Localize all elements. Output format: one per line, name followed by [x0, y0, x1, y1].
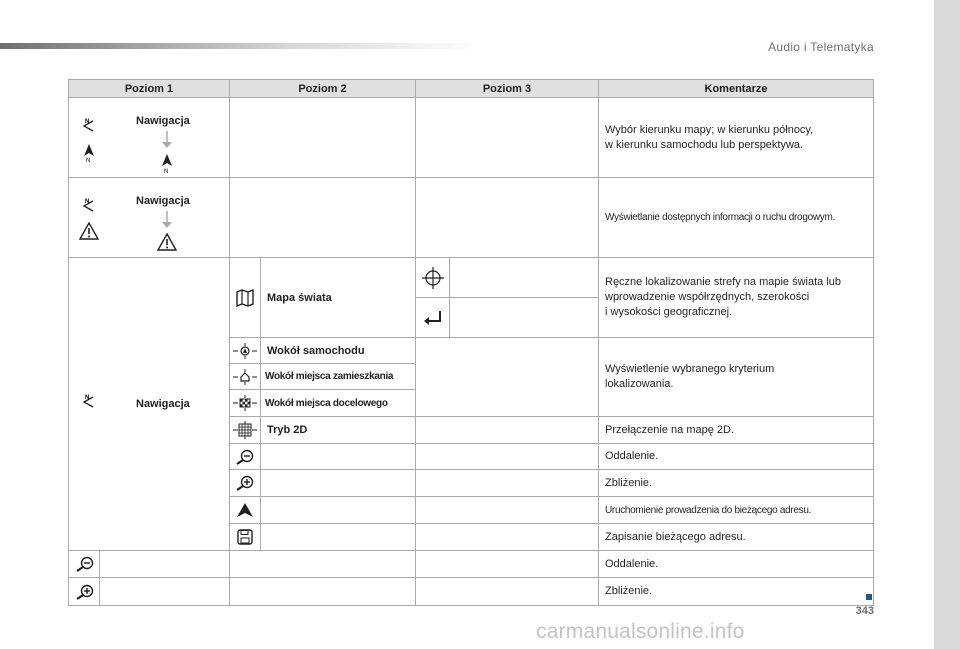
- around-comment: [598, 337, 874, 417]
- empty-cell: [415, 550, 599, 578]
- zoom-in-icon[interactable]: [75, 584, 95, 600]
- comment-text: w kierunku samochodu lub perspektywa.: [605, 138, 804, 151]
- world-map-icon-cell: [229, 257, 261, 338]
- svg-text:N: N: [164, 169, 169, 174]
- zoom-in-icon-cell: [229, 469, 261, 497]
- empty-cell: [449, 257, 599, 298]
- comment-text: i wysokości geograficznej.: [605, 306, 733, 318]
- mode-2d-comment: Przełączenie na mapę 2D.: [598, 416, 874, 444]
- column-header-comments: Komentarze: [598, 79, 874, 98]
- around-vehicle-label: Wokół samochodu: [260, 337, 416, 364]
- map-orientation-comment: [598, 97, 874, 178]
- map-menu-icon[interactable]: [79, 196, 99, 216]
- warning-icon: [79, 222, 99, 240]
- mode-2d-icon-cell: [229, 416, 261, 444]
- arrow-down-icon: [159, 131, 175, 149]
- svg-text:N: N: [86, 158, 91, 162]
- empty-cell: [415, 337, 599, 417]
- zoom-out-icon[interactable]: [75, 556, 95, 572]
- world-map-comment: [598, 257, 874, 338]
- around-home-icon-cell: [229, 363, 261, 390]
- empty-cell: [415, 177, 599, 258]
- enter-icon-cell: [415, 297, 450, 338]
- empty-cell: [415, 577, 599, 606]
- comment-text: lokalizowania.: [605, 378, 674, 390]
- warning-icon: [157, 233, 177, 251]
- empty-cell: [415, 443, 599, 470]
- empty-cell: [99, 550, 230, 578]
- zoom-in-icon[interactable]: [235, 475, 255, 491]
- empty-cell: [229, 577, 416, 606]
- outer-zoom-in-icon-cell: [68, 577, 100, 606]
- empty-cell: [260, 496, 416, 524]
- empty-cell: [415, 496, 599, 524]
- around-destination-icon[interactable]: [233, 395, 257, 411]
- outer-zoom-in-comment: Zbliżenie.: [598, 577, 874, 606]
- outer-zoom-out-icon-cell: [68, 550, 100, 578]
- empty-cell: [415, 97, 599, 178]
- navigation-group-level1-cell: [68, 257, 230, 551]
- empty-cell: [415, 416, 599, 444]
- arrow-down-icon: [159, 211, 175, 229]
- world-map-label: Mapa świata: [260, 257, 416, 338]
- page-marker: [866, 594, 872, 600]
- empty-cell: [415, 523, 599, 551]
- watermark: carmanualsonline.info: [536, 620, 745, 643]
- around-destination-label: Wokół miejsca docelowego: [260, 389, 416, 417]
- start-guidance-icon-cell: [229, 496, 261, 524]
- section-title: Audio i Telematyka: [768, 40, 874, 54]
- column-header-level2: Poziom 2: [229, 79, 416, 98]
- around-destination-icon-cell: [229, 389, 261, 417]
- empty-cell: [229, 550, 416, 578]
- outer-zoom-out-comment: Oddalenie.: [598, 550, 874, 578]
- save-address-icon-cell: [229, 523, 261, 551]
- traffic-level1-cell: [68, 177, 230, 258]
- top-decorative-bar: [0, 43, 480, 49]
- grid-2d-icon[interactable]: [233, 421, 257, 439]
- world-map-icon[interactable]: [235, 288, 255, 308]
- traffic-comment: Wyświetlanie dostępnych informacji o ruchu drogowym.: [598, 177, 874, 258]
- empty-cell: [449, 297, 599, 338]
- map-menu-icon[interactable]: [79, 116, 99, 136]
- svg-text:N: N: [85, 199, 90, 205]
- empty-cell: [260, 523, 416, 551]
- north-up-icon: [157, 152, 177, 174]
- save-icon[interactable]: [237, 529, 253, 545]
- column-header-level3: Poziom 3: [415, 79, 599, 98]
- around-vehicle-icon[interactable]: [233, 343, 257, 359]
- save-address-comment: Zapisanie bieżącego adresu.: [598, 523, 874, 551]
- around-vehicle-icon-cell: [229, 337, 261, 364]
- svg-text:N: N: [85, 395, 90, 401]
- comment-text: wprowadzenie współrzędnych, szerokości: [605, 291, 810, 303]
- comment-text: Wybór kierunku mapy; w kierunku północy,: [605, 123, 814, 136]
- navigation-label: Nawigacja: [136, 398, 190, 410]
- crosshair-icon-cell: [415, 257, 450, 298]
- empty-cell: [229, 177, 416, 258]
- svg-text:N: N: [85, 119, 90, 125]
- empty-cell: [415, 469, 599, 497]
- mode-2d-label: Tryb 2D: [260, 416, 416, 444]
- empty-cell: [260, 469, 416, 497]
- enter-icon[interactable]: [423, 310, 443, 326]
- column-header-level1: Poziom 1: [68, 79, 230, 98]
- crosshair-icon[interactable]: [422, 267, 444, 289]
- map-orientation-level1-cell: [68, 97, 230, 178]
- guidance-arrow-icon[interactable]: [236, 502, 254, 518]
- around-home-label: Wokół miejsca zamieszkania: [260, 363, 416, 390]
- empty-cell: [229, 97, 416, 178]
- page-number: 343: [855, 605, 874, 617]
- zoom-out-comment: Oddalenie.: [598, 443, 874, 470]
- map-menu-icon[interactable]: [79, 392, 99, 412]
- navigation-menu-table: [68, 79, 874, 606]
- north-up-icon: [79, 142, 99, 162]
- zoom-out-icon[interactable]: [235, 449, 255, 465]
- comment-text: Wyświetlenie wybranego kryterium: [605, 363, 775, 375]
- start-guidance-comment: Uruchomienie prowadzenia do bieżącego adresu.: [598, 496, 874, 524]
- navigation-label: Nawigacja: [136, 115, 190, 127]
- empty-cell: [260, 443, 416, 470]
- navigation-label: Nawigacja: [136, 195, 190, 207]
- comment-text: Ręczne lokalizowanie strefy na mapie świata lub: [605, 276, 842, 288]
- empty-cell: [99, 577, 230, 606]
- around-home-icon[interactable]: [233, 369, 257, 385]
- right-side-strip: [934, 0, 960, 649]
- zoom-in-comment: Zbliżenie.: [598, 469, 874, 497]
- zoom-out-icon-cell: [229, 443, 261, 470]
